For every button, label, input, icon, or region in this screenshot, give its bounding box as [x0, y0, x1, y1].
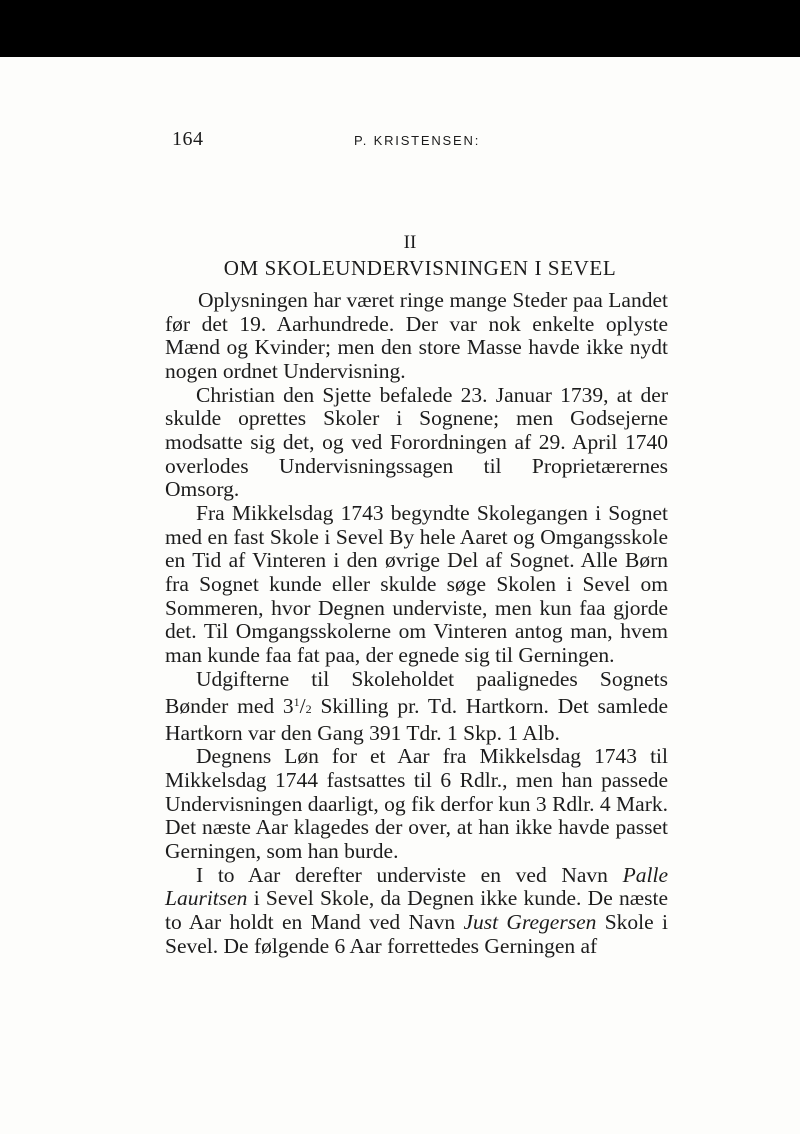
running-head: P. KRISTENSEN:	[354, 133, 481, 148]
paragraph: Fra Mikkelsdag 1743 begyndte Skolegangen i Sognet med en fast Skole i Sevel By hele Aaret og Omgangsskole en Tid af Vinteren i den øvrige Del af Sognet. Alle Børn fra Sognet kunde eller skulde søge Skolen i Sevel om Sommeren, hvor Degnen underviste, men kun faa gjorde det. Til Omgangsskolerne om Vinteren antog man, hvem man kunde faa fat paa, der egnede sig til Gerningen.	[165, 500, 668, 667]
section-title: OM SKOLEUNDERVISNINGEN I SEVEL	[223, 256, 617, 280]
person-name: Palle Lauritsen	[165, 862, 668, 911]
paragraph: Degnens Løn for et Aar fra Mikkelsdag 1743 til Mikkelsdag 1744 fastsattes til 6 Rdlr., men han passede Undervisningen daarligt, og fik derfor kun 3 Rdlr. 4 Mark. Det næste Aar klagedes der over, at han ikke havde passet Gerningen, som han burde.	[165, 744, 668, 864]
fraction-slash: /	[299, 694, 306, 719]
section-number: II	[403, 232, 417, 253]
page-number: 164	[172, 128, 204, 150]
paragraph: Oplysningen har været ringe mange Steder paa Landet før det 19. Aarhundrede. Der var nok enkelte oplyste Mænd og Kvinder; men den store Masse havde ikke nydt nogen ordnet Undervisning.	[165, 288, 668, 383]
paragraph-text: I to Aar derefter underviste en ved Navn	[196, 862, 623, 887]
body-text	[165, 289, 668, 958]
paragraph-text: i Sevel Skole, da Degnen ikke kunde. De næste to Aar holdt en Mand ved Navn	[165, 886, 668, 935]
paragraph: Christian den Sjette befalede 23. Januar 1739, at der skulde oprettes Skoler i Sognene; men Godsejerne modsatte sig det, og ved Forordningen af 29. April 1740 overlodes Undervisningssagen til Proprietærernes Omsorg.	[165, 382, 668, 502]
paragraph	[165, 668, 668, 746]
person-name: Just Gregersen	[463, 910, 597, 935]
paragraph-text: Skole i Sevel. De følgende 6 Aar forrettedes Gerningen af	[165, 910, 669, 958]
paragraph-text: Udgifterne til Skoleholdet paalignedes Sognets Bønder med 3	[165, 666, 668, 719]
paragraph-text: Skilling pr. Td. Hartkorn. Det samlede Hartkorn var den Gang 391 Tdr. 1 Skp. 1 Alb.	[165, 694, 669, 745]
scan-border	[0, 0, 800, 57]
fraction-denominator: 2	[305, 702, 312, 717]
fraction-numerator: 1	[293, 695, 300, 710]
paragraph	[165, 864, 668, 959]
